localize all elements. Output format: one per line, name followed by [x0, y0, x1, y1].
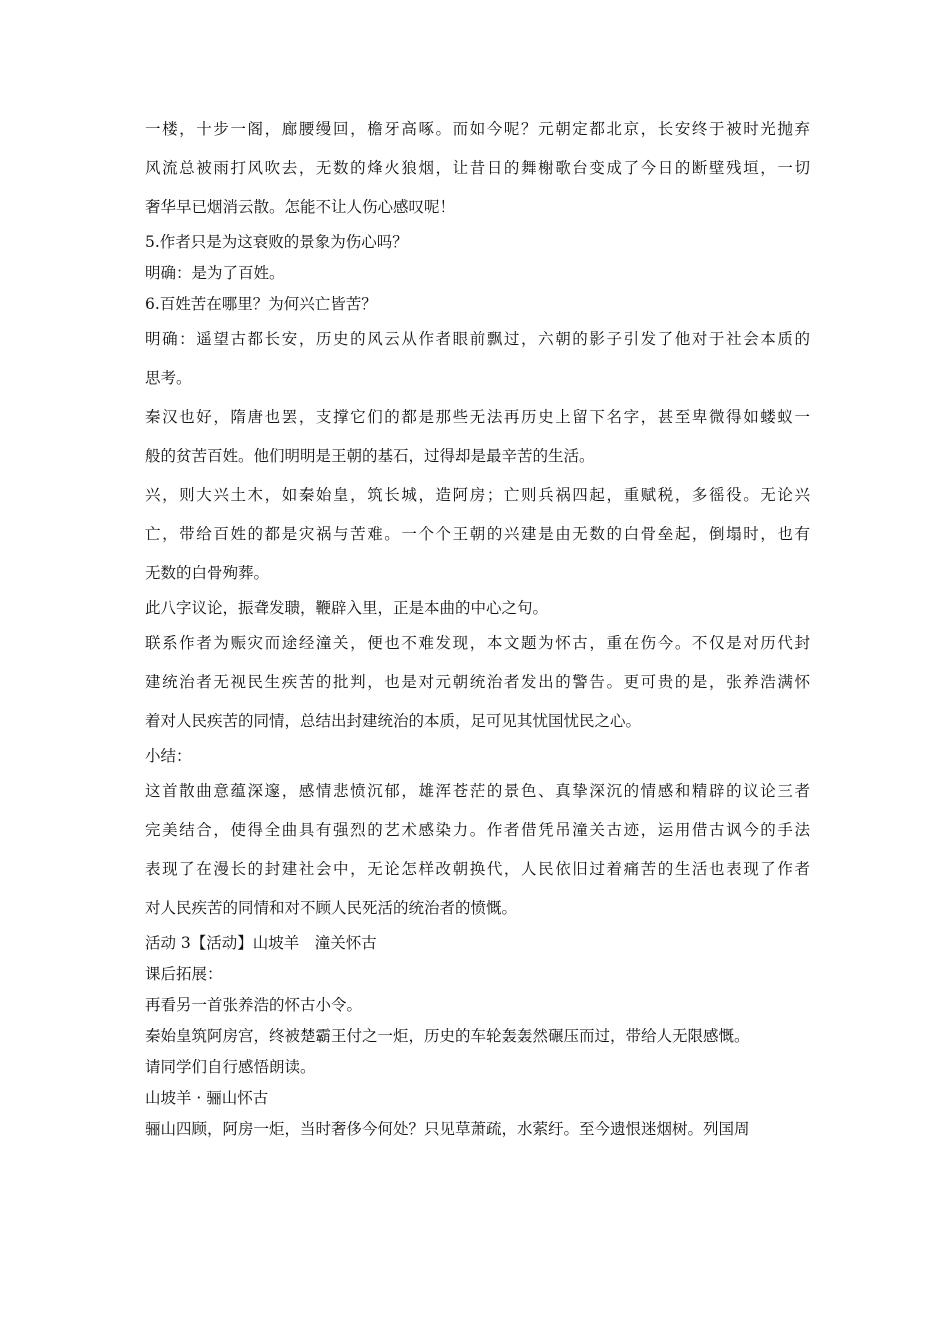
text-line: 小结： — [145, 747, 192, 765]
text-line: 秦始皇筑阿房宫，终被楚霸王付之一炬，历史的车轮轰轰然碾压而过，带给人无限感慨。 — [145, 1027, 750, 1045]
text-line: 课后拓展： — [145, 965, 223, 983]
question-5 — [145, 227, 810, 258]
question-6 — [145, 289, 810, 320]
text-line: 完美结合，使得全曲具有强烈的艺术感染力。作者借凭吊潼关古迹，运用借古讽今的手法 — [145, 821, 810, 839]
text-line: 着对人民疾苦的同情，总结出封建统治的本质，足可见其忧国忧民之心。 — [145, 712, 642, 730]
poem-title — [145, 1083, 810, 1114]
extension-context — [145, 1021, 810, 1052]
text-line: 此八字议论，振聋发聩，鞭辟入里，正是本曲的中心之句。 — [145, 599, 549, 617]
text-line: 般的贫苦百姓。他们明明是王朝的基石，过得却是最辛苦的生活。 — [145, 447, 595, 465]
text-line: 这首散曲意蕴深邃，感情悲愤沉郁，雄浑苍茫的景色、真挚深沉的情感和精辟的议论三者 — [145, 782, 810, 800]
text-line: 请同学们自行感悟朗读。 — [145, 1058, 316, 1076]
paragraph-common-people — [145, 398, 810, 476]
text-line: 秦汉也好，隋唐也罢，支撑它们的都是那些无法再历史上留下名字，甚至卑微得如蝼蚁一 — [145, 408, 810, 426]
document-body — [145, 110, 810, 1145]
paragraph-author-context — [145, 624, 810, 741]
text-line: 联系作者为赈灾而途经潼关，便也不难发现，本文题为怀古，重在伤今。不仅是对历代封 — [145, 634, 810, 652]
text-line: 兴，则大兴土木，如秦始皇，筑长城，造阿房；亡则兵祸四起，重赋税，多徭役。无论兴 — [145, 486, 810, 504]
answer-5 — [145, 258, 810, 289]
text-line: 山坡羊 · 骊山怀古 — [145, 1089, 269, 1107]
text-line: 再看另一首张养浩的怀古小令。 — [145, 996, 363, 1014]
activity-3-heading — [145, 928, 810, 959]
text-line: 亡，带给百姓的都是灾祸与苦难。一个个王朝的兴建是由无数的白骨垒起，倒塌时，也有 — [145, 525, 810, 543]
text-line: 对人民疾苦的同情和对不顾人民死活的统治者的愤慨。 — [145, 899, 518, 917]
text-line: 骊山四顾，阿房一炬，当时奢侈今何处？只见草萧疏，水萦纡。至今遗恨迷烟树。列国周 — [145, 1120, 750, 1138]
paragraph-changan-decline — [145, 110, 810, 227]
text-line: 奢华早已烟消云散。怎能不让人伤心感叹呢！ — [145, 198, 456, 216]
poem-text — [145, 1114, 810, 1145]
text-line: 活动 3【活动】山坡羊 潼关怀古 — [145, 934, 377, 952]
text-line: 表现了在漫长的封建社会中，无论怎样改朝换代，人民依旧过着痛苦的生活也表现了作者 — [145, 860, 810, 878]
text-line: 明确：是为了百姓。 — [145, 264, 285, 282]
summary-paragraph — [145, 772, 810, 928]
text-line: 5.作者只是为这衰败的景象为伤心吗？ — [145, 233, 408, 251]
paragraph-central-line — [145, 593, 810, 624]
text-line: 一楼，十步一阁，廊腰缦回，檐牙高啄。而如今呢？元朝定都北京，长安终于被时光抛弃 — [145, 120, 810, 138]
paragraph-rise-and-fall — [145, 476, 810, 593]
text-line: 风流总被雨打风吹去，无数的烽火狼烟，让昔日的舞榭歌台变成了今日的断壁残垣，一切 — [145, 159, 810, 177]
text-line: 思考。 — [145, 369, 192, 387]
extension-intro — [145, 990, 810, 1021]
reading-instruction — [145, 1052, 810, 1083]
text-line: 建统治者无视民生疾苦的批判，也是对元朝统治者发出的警告。更可贵的是，张养浩满怀 — [145, 673, 810, 691]
text-line: 明确：遥望古都长安，历史的风云从作者眼前飘过，六朝的影子引发了他对于社会本质的 — [145, 330, 810, 348]
extension-heading — [145, 959, 810, 990]
text-line: 无数的白骨殉葬。 — [145, 564, 270, 582]
answer-6 — [145, 320, 810, 398]
summary-heading — [145, 741, 810, 772]
text-line: 6.百姓苦在哪里？为何兴亡皆苦？ — [145, 295, 377, 313]
